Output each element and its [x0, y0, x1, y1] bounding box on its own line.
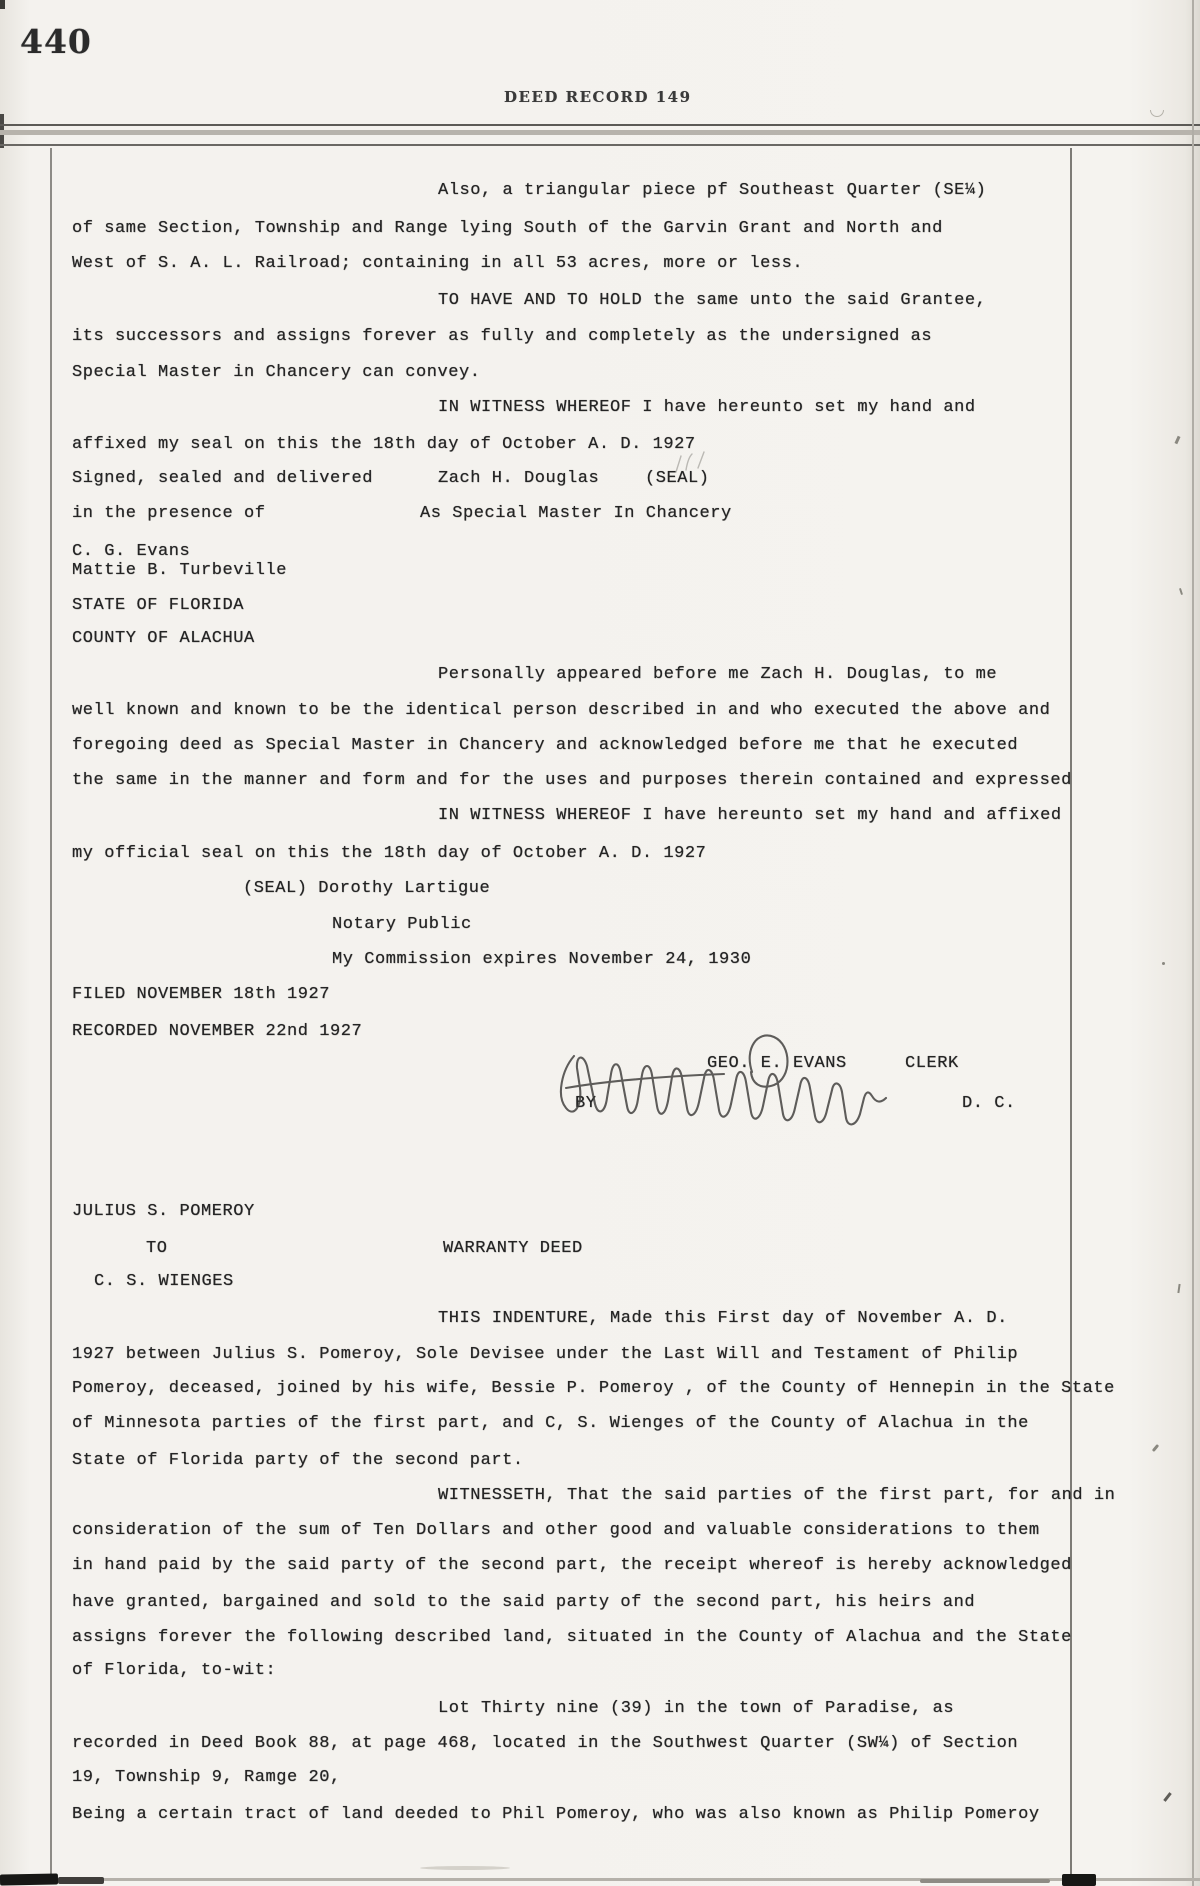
text-line: Also, a triangular piece pf Southeast Quarter (SE¼) — [438, 181, 987, 200]
text-line: CLERK — [905, 1054, 959, 1073]
text-line: C. S. WIENGES — [94, 1272, 234, 1291]
text-line: assigns forever the following described land, situated in the County of Alachua and the State — [72, 1628, 1072, 1647]
text-line: 19, Township 9, Ramge 20, — [72, 1768, 341, 1787]
text-line: the same in the manner and form and for the uses and purposes therein contained and expressed — [72, 771, 1072, 790]
text-line: State of Florida party of the second part. — [72, 1451, 524, 1470]
text-line: Pomeroy, deceased, joined by his wife, Bessie P. Pomeroy , of the County of Hennepin in the State — [72, 1379, 1115, 1398]
text-line: consideration of the sum of Ten Dollars and other good and valuable considerations to them — [72, 1521, 1040, 1540]
text-line: recorded in Deed Book 88, at page 468, located in the Southwest Quarter (SW¼) of Section — [72, 1734, 1019, 1753]
text-line: BY — [575, 1094, 597, 1113]
scan-speck — [1150, 110, 1164, 117]
text-line: in hand paid by the said party of the second part, the receipt whereof is hereby acknowledged — [72, 1556, 1072, 1575]
header-rule-top — [0, 124, 1200, 126]
text-line: affixed my seal on this the 18th day of October A. D. 1927 — [72, 435, 696, 454]
text-line: C. G. Evans — [72, 542, 191, 561]
text-line: My Commission expires November 24, 1930 — [332, 950, 752, 969]
text-line: STATE OF FLORIDA — [72, 596, 245, 615]
text-line: (SEAL) Dorothy Lartigue — [243, 879, 491, 898]
text-line: Being a certain tract of land deeded to Phil Pomeroy, who was also known as Philip Pomeroy — [72, 1805, 1040, 1824]
scan-artifact — [58, 1877, 104, 1884]
text-line: TO HAVE AND TO HOLD the same unto the said Grantee, — [438, 291, 987, 310]
scan-artifact — [920, 1879, 1050, 1883]
text-line: WARRANTY DEED — [443, 1239, 583, 1258]
scan-speck — [1179, 588, 1183, 595]
text-line: RECORDED NOVEMBER 22nd 1927 — [72, 1022, 363, 1041]
text-line: JULIUS S. POMEROY — [72, 1202, 255, 1221]
text-line: FILED NOVEMBER 18th 1927 — [72, 985, 331, 1004]
scan-speck — [1163, 1792, 1172, 1802]
text-line: TO — [146, 1239, 168, 1258]
scan-speck — [1152, 1444, 1159, 1452]
text-line: THIS INDENTURE, Made this First day of November A. D. — [438, 1309, 1008, 1328]
scan-artifact — [420, 1866, 510, 1870]
scan-corner-mark — [0, 0, 5, 9]
scan-speck — [1177, 1284, 1180, 1293]
text-line: of Florida, to-wit: — [72, 1661, 277, 1680]
text-line: Signed, sealed and delivered — [72, 469, 374, 488]
text-line: Special Master in Chancery can convey. — [72, 363, 481, 382]
text-line: West of S. A. L. Railroad; containing in all 53 acres, more or less. — [72, 254, 804, 273]
clerk-signature-icon — [552, 1028, 902, 1148]
text-line: its successors and assigns forever as fully and completely as the undersigned as — [72, 327, 933, 346]
text-line: GEO. E. EVANS — [707, 1054, 847, 1073]
text-line: my official seal on this the 18th day of October A. D. 1927 — [72, 844, 707, 863]
text-line: D. C. — [962, 1094, 1016, 1113]
text-line: Personally appeared before me Zach H. Douglas, to me — [438, 665, 998, 684]
running-header: DEED RECORD 149 — [504, 88, 692, 106]
text-line: Notary Public — [332, 915, 472, 934]
text-line: well known and known to be the identical person described in and who executed the above and — [72, 701, 1051, 720]
page-number: 440 — [20, 22, 92, 61]
text-line: Lot Thirty nine (39) in the town of Paradise, as — [438, 1699, 955, 1718]
text-line: WITNESSETH, That the said parties of the first part, for and in — [438, 1486, 1116, 1505]
text-line: of same Section, Township and Range lying South of the Garvin Grant and North and — [72, 219, 943, 238]
text-line: Mattie B. Turbeville — [72, 561, 288, 580]
pen-marks — [668, 448, 728, 478]
text-line: 1927 between Julius S. Pomeroy, Sole Devisee under the Last Will and Testament of Philip — [72, 1345, 1019, 1364]
text-line: COUNTY OF ALACHUA — [72, 629, 255, 648]
scan-artifact — [0, 1873, 58, 1885]
scan-speck — [1162, 962, 1165, 965]
text-line: in the presence of — [72, 504, 266, 523]
text-line: IN WITNESS WHEREOF I have hereunto set my hand and — [438, 398, 976, 417]
header-rule-bottom — [0, 144, 1200, 146]
page-border-left — [50, 148, 52, 1876]
text-line: (SEAL) — [645, 469, 710, 488]
scan-page-edge — [1192, 0, 1194, 1886]
text-line: have granted, bargained and sold to the said party of the second part, his heirs and — [72, 1593, 976, 1612]
text-line: As Special Master In Chancery — [420, 504, 732, 523]
text-line: foregoing deed as Special Master in Chancery and acknowledged before me that he executed — [72, 736, 1019, 755]
text-line: of Minnesota parties of the first part, and C, S. Wienges of the County of Alachua in the — [72, 1414, 1029, 1433]
scan-speck — [1175, 436, 1181, 445]
header-rule-band — [0, 130, 1200, 135]
scan-artifact — [1062, 1874, 1096, 1886]
text-line: IN WITNESS WHEREOF I have hereunto set my hand and affixed — [438, 806, 1062, 825]
page-border-right — [1070, 148, 1072, 1876]
text-line: Zach H. Douglas — [438, 469, 600, 488]
